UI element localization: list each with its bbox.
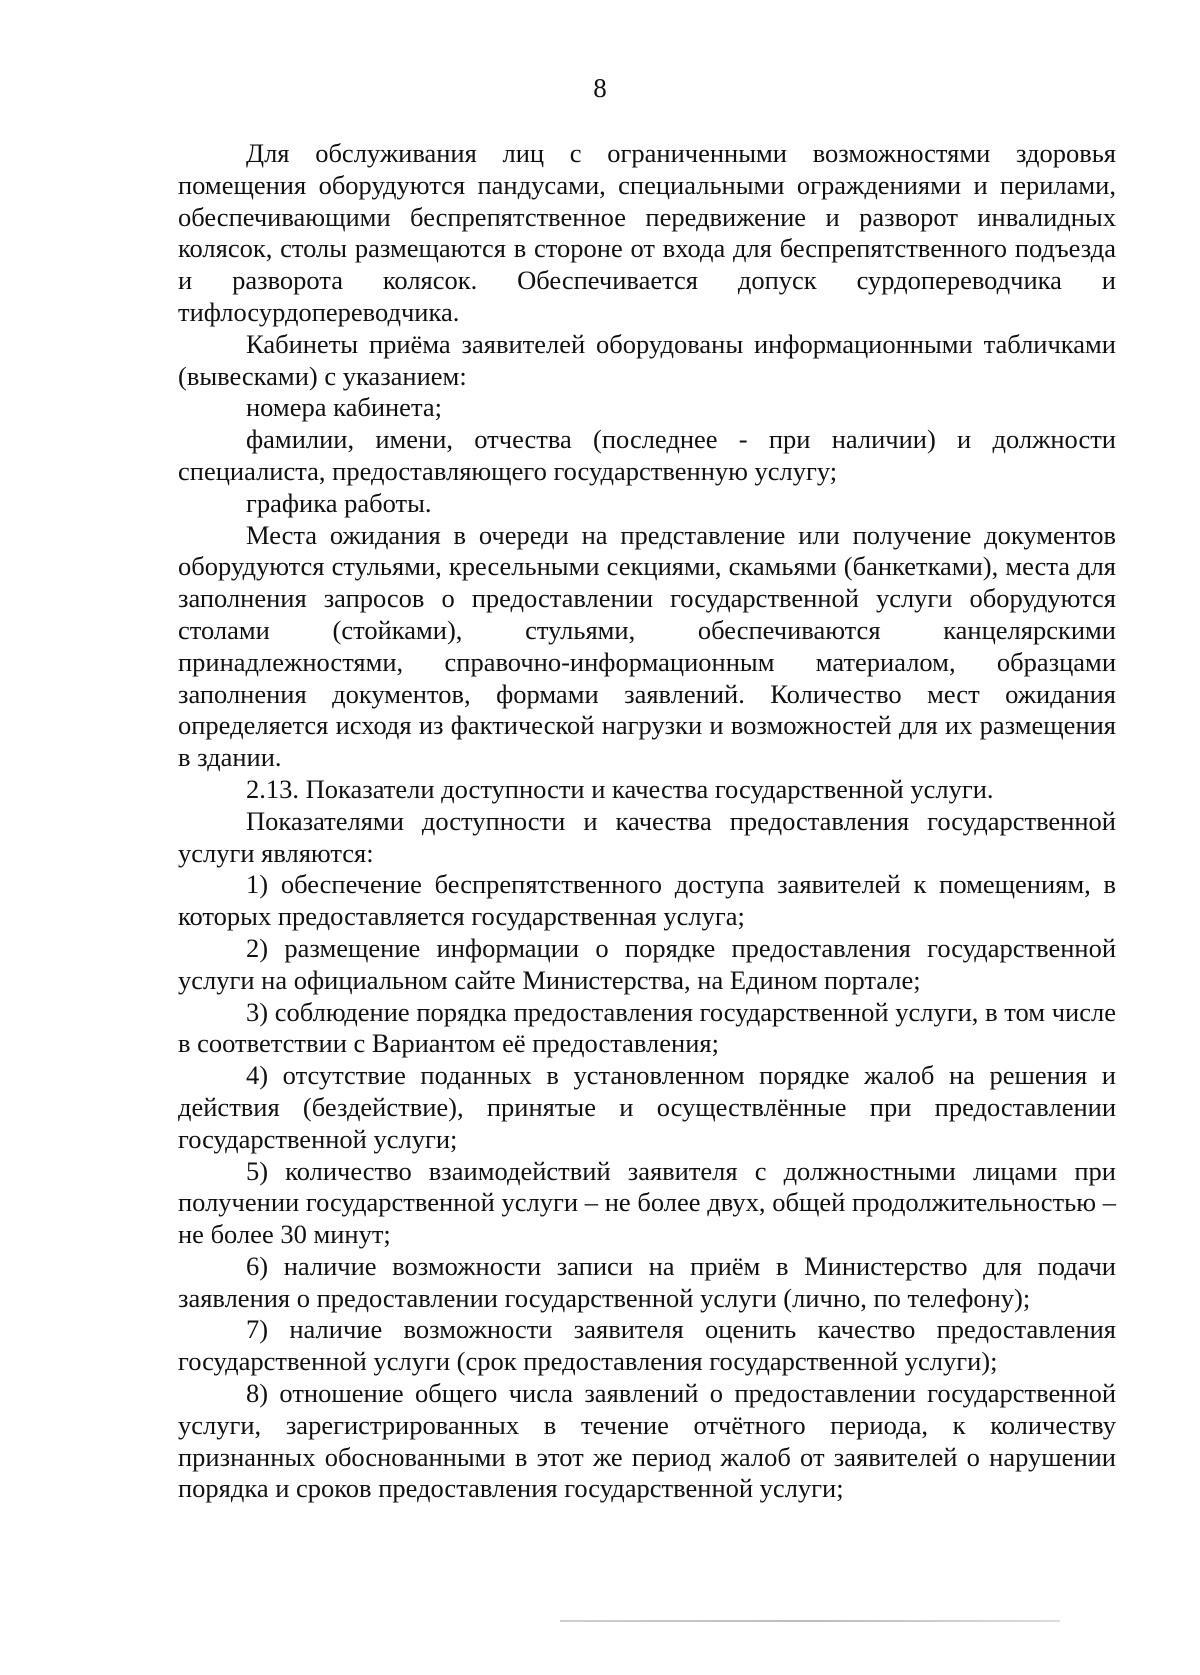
list-item-8: 8) отношение общего числа заявлений о предоставлении государственной услуги, зарегистрированных в течение отчётного периода, к количеству признанных обоснованными в этот же период жалоб от заявителей о нарушении порядка и сроков предоставления государственной услуги; xyxy=(178,1378,1116,1504)
document-body xyxy=(178,138,1116,1505)
footer-divider xyxy=(560,1620,1060,1622)
list-item-2: 2) размещение информации о порядке предоставления государственной услуги на официальном сайте Министерства, на Едином портале; xyxy=(178,932,1116,995)
paragraph-room-number: номера кабинета; xyxy=(246,392,442,423)
paragraph-work-schedule: графика работы. xyxy=(246,487,432,518)
list-item-1: 1) обеспечение беспрепятственного доступа заявителей к помещениям, в которых предоставляется государственная услуга; xyxy=(178,869,1116,932)
paragraph-specialist-name: фамилии, имени, отчества (последнее - при наличии) и должности специалиста, предоставляющего государственную услугу; xyxy=(178,424,1116,486)
list-item-6: 6) наличие возможности записи на приём в Министерство для подачи заявления о предоставлении государственной услуги (лично, по телефону); xyxy=(178,1250,1116,1313)
list-item-4: 4) отсутствие поданных в установленном порядке жалоб на решения и действия (бездействие), принятые и осуществлённые при предоставлении государственной услуги; xyxy=(178,1060,1116,1154)
paragraph-reception-rooms: Кабинеты приёма заявителей оборудованы информационными табличками (вывесками) с указанием: xyxy=(178,328,1116,391)
paragraph-indicators-intro: Показателями доступности и качества предоставления государственной услуги являются: xyxy=(178,805,1116,868)
paragraph-accessibility-equipment: Для обслуживания лиц с ограниченными возможностями здоровья помещения оборудуются пандусами, специальными ограждениями и перилами, обеспечивающими беспрепятственное передвижение и разворот инвалидных колясок, столы размещаются в стороне от входа для беспрепятственного подъезда и разворота колясок. Обеспечивается допуск сурдопереводчика и тифлосурдопереводчика. xyxy=(178,138,1116,327)
paragraph-waiting-places: Места ожидания в очереди на представление или получение документов оборудуются стульями, кресельными секциями, скамьями (банкетками), места для заполнения запросов о предоставлении государственной услуги оборудуются столами (стойками), стульями, обеспечиваются канцелярскими принадлежностями, справочно-информационным материалом, образцами заполнения документов, формами заявлений. Количество мест ожидания определяется исходя из фактической нагрузки и возможностей для их размещения в здании. xyxy=(178,519,1116,773)
list-item-3: 3) соблюдение порядка предоставления государственной услуги, в том числе в соответствии с Вариантом её предоставления; xyxy=(178,996,1116,1059)
list-item-5: 5) количество взаимодействий заявителя с должностными лицами при получении государственной услуги – не более двух, общей продолжительностью – не более 30 минут; xyxy=(178,1155,1116,1250)
list-item-7: 7) наличие возможности заявителя оценить качество предоставления государственной услуги (срок предоставления государственной услуги); xyxy=(178,1314,1116,1377)
section-heading-2-13: 2.13. Показатели доступности и качества государственной услуги. xyxy=(246,773,994,804)
page-number: 8 xyxy=(593,73,607,103)
